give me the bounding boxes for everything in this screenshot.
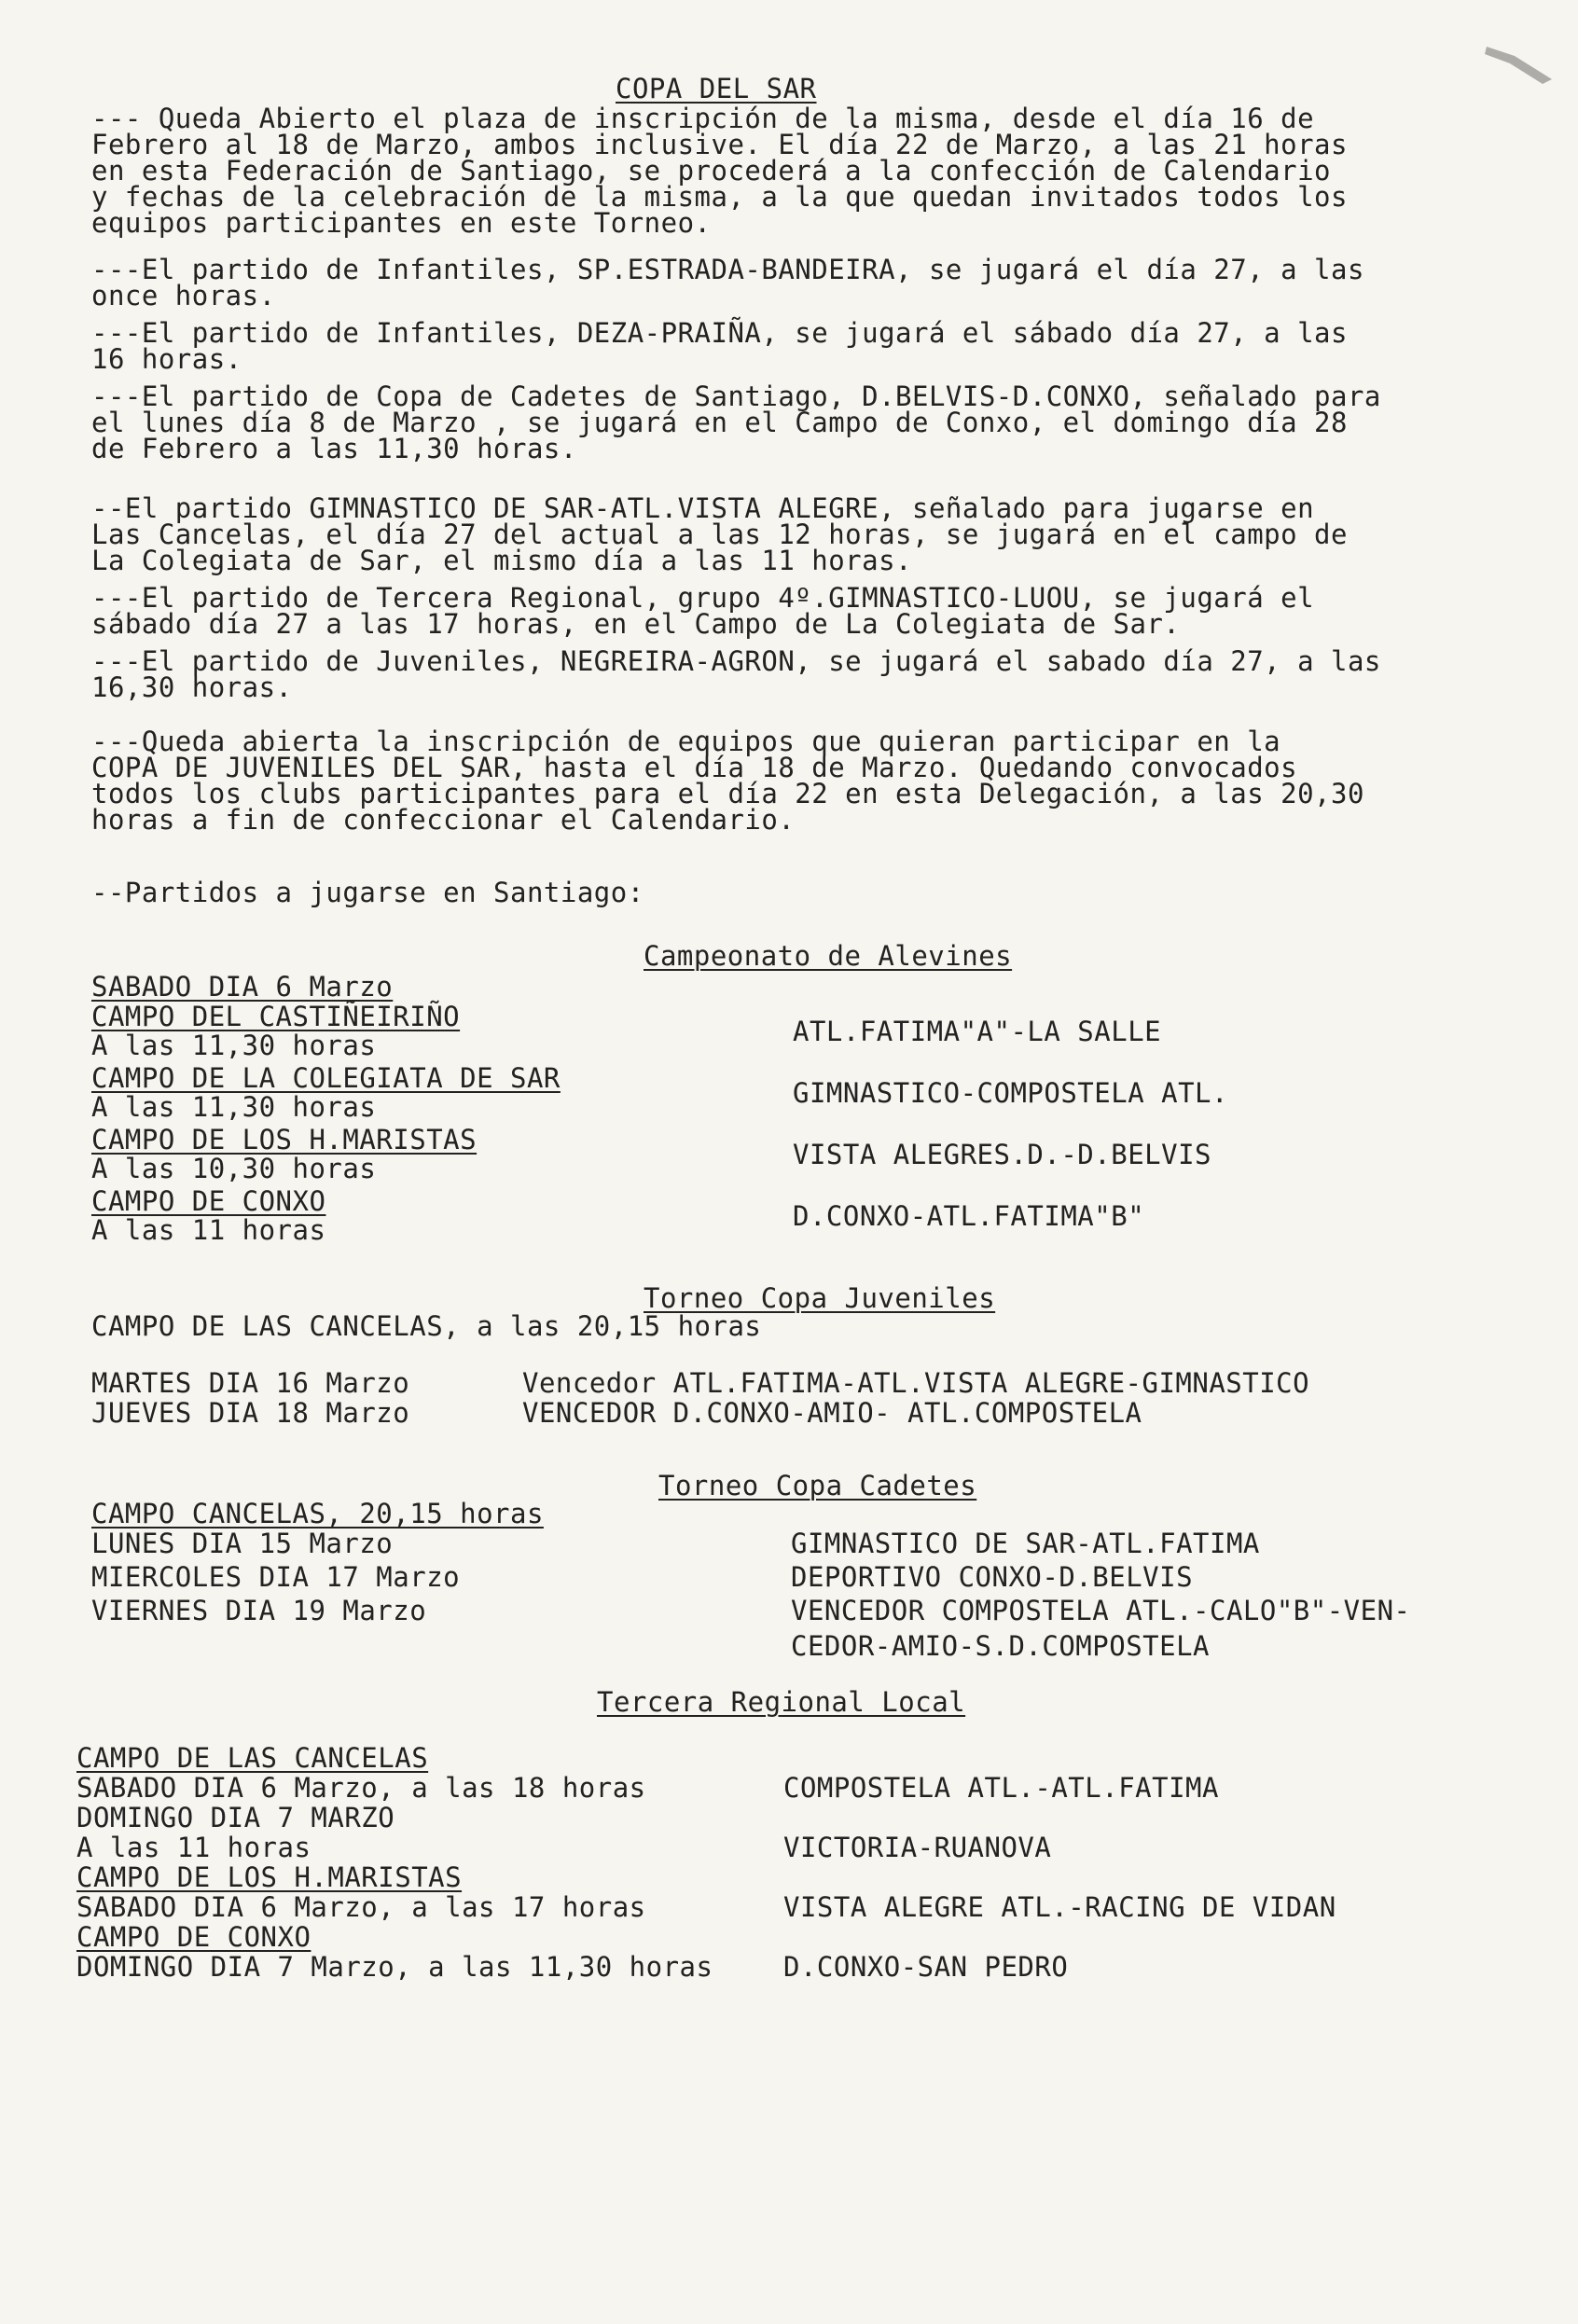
paragraph-line: horas a fin de confeccionar el Calendario. bbox=[91, 804, 796, 836]
paragraph-line: COPA DE JUVENILES DEL SAR, hasta el día 18 de Marzo. Quedando convocados bbox=[91, 752, 1298, 783]
paragraph-line: en esta Federación de Santiago, se procederá a la confección de Calendario bbox=[91, 155, 1332, 187]
alevines-venue: CAMPO DE CONXO bbox=[91, 1185, 326, 1217]
alevines-match: GIMNASTICO-COMPOSTELA ATL. bbox=[793, 1077, 1228, 1109]
cadetes-date: LUNES DIA 15 Marzo bbox=[91, 1528, 394, 1559]
tercera-line: CAMPO DE CONXO bbox=[76, 1921, 311, 1953]
paragraph-line: equipos participantes en este Torneo. bbox=[91, 207, 712, 239]
tercera-match: D.CONXO-SAN PEDRO bbox=[783, 1951, 1069, 1983]
paragraph-line: once horas. bbox=[91, 280, 276, 311]
partidos-heading: --Partidos a jugarse en Santiago: bbox=[91, 877, 644, 908]
document-title: COPA DEL SAR bbox=[616, 73, 817, 104]
alevines-date: SABADO DIA 6 Marzo bbox=[91, 971, 394, 1003]
alevines-venue: CAMPO DEL CASTIÑEIRIÑO bbox=[91, 1001, 461, 1032]
juveniles-heading: Torneo Copa Juveniles bbox=[644, 1282, 996, 1314]
alevines-match: ATL.FATIMA"A"-LA SALLE bbox=[793, 1016, 1162, 1047]
alevines-time: A las 10,30 horas bbox=[91, 1153, 377, 1184]
alevines-heading: Campeonato de Alevines bbox=[644, 940, 1013, 972]
tercera-line: SABADO DIA 6 Marzo, a las 18 horas bbox=[76, 1772, 646, 1804]
alevines-time: A las 11,30 horas bbox=[91, 1030, 377, 1061]
cadetes-continuation: CEDOR-AMIO-S.D.COMPOSTELA bbox=[791, 1630, 1210, 1662]
cadetes-match: VENCEDOR COMPOSTELA ATL.-CALO"B"-VEN- bbox=[791, 1595, 1411, 1626]
paragraph-line: sábado día 27 a las 17 horas, en el Campo de La Colegiata de Sar. bbox=[91, 608, 1181, 640]
cadetes-heading: Torneo Copa Cadetes bbox=[658, 1470, 977, 1501]
alevines-match: VISTA ALEGRES.D.-D.BELVIS bbox=[793, 1139, 1211, 1170]
paragraph-line: el lunes día 8 de Marzo , se jugará en el Campo de Conxo, el domingo día 28 bbox=[91, 407, 1348, 438]
tercera-match: COMPOSTELA ATL.-ATL.FATIMA bbox=[783, 1772, 1219, 1804]
alevines-time: A las 11,30 horas bbox=[91, 1091, 377, 1123]
paragraph-line: Febrero al 18 de Marzo, ambos inclusive. El día 22 de Marzo, a las 21 horas bbox=[91, 129, 1348, 160]
paragraph-line: --- Queda Abierto el plaza de inscripción de la misma, desde el día 16 de bbox=[91, 103, 1315, 134]
alevines-venue: CAMPO DE LOS H.MARISTAS bbox=[91, 1124, 478, 1155]
paragraph-line: ---El partido de Infantiles, SP.ESTRADA-BANDEIRA, se jugará el día 27, a las bbox=[91, 254, 1364, 285]
paragraph-line: todos los clubs participantes para el día 22 en esta Delegación, a las 20,30 bbox=[91, 778, 1364, 809]
tercera-line: DOMINGO DIA 7 MARZO bbox=[76, 1802, 395, 1833]
paragraph-line: La Colegiata de Sar, el mismo día a las 11 horas. bbox=[91, 545, 913, 576]
tercera-match: VICTORIA-RUANOVA bbox=[783, 1832, 1052, 1863]
tercera-line: CAMPO DE LOS H.MARISTAS bbox=[76, 1861, 463, 1893]
paragraph-line: ---El partido de Juveniles, NEGREIRA-AGRON, se jugará el sabado día 27, a las bbox=[91, 645, 1381, 677]
juveniles-match: VENCEDOR D.CONXO-AMIO- ATL.COMPOSTELA bbox=[522, 1397, 1142, 1429]
paragraph-line: 16,30 horas. bbox=[91, 671, 293, 703]
alevines-match: D.CONXO-ATL.FATIMA"B" bbox=[793, 1200, 1145, 1232]
paragraph-line: de Febrero a las 11,30 horas. bbox=[91, 433, 577, 464]
paragraph-line: y fechas de la celebración de la misma, a la que quedan invitados todos los bbox=[91, 181, 1348, 213]
cadetes-date: MIERCOLES DIA 17 Marzo bbox=[91, 1561, 461, 1593]
cadetes-match: GIMNASTICO DE SAR-ATL.FATIMA bbox=[791, 1528, 1260, 1559]
juveniles-date: MARTES DIA 16 Marzo bbox=[91, 1367, 410, 1399]
tercera-line: CAMPO DE LAS CANCELAS bbox=[76, 1742, 429, 1774]
paragraph-line: --El partido GIMNASTICO DE SAR-ATL.VISTA ALEGRE, señalado para jugarse en bbox=[91, 492, 1315, 524]
paragraph-line: 16 horas. bbox=[91, 343, 242, 375]
tercera-line: A las 11 horas bbox=[76, 1832, 311, 1863]
tercera-heading: Tercera Regional Local bbox=[597, 1686, 966, 1718]
paragraph-line: ---El partido de Copa de Cadetes de Santiago, D.BELVIS-D.CONXO, señalado para bbox=[91, 380, 1381, 412]
juveniles-venue: CAMPO DE LAS CANCELAS, a las 20,15 horas bbox=[91, 1310, 762, 1342]
juveniles-match: Vencedor ATL.FATIMA-ATL.VISTA ALEGRE-GIMNASTICO bbox=[522, 1367, 1310, 1399]
alevines-time: A las 11 horas bbox=[91, 1214, 326, 1246]
corner-smudge bbox=[1477, 28, 1561, 93]
paragraph-line: ---Queda abierta la inscripción de equipos que quieran participar en la bbox=[91, 726, 1281, 757]
paragraph-line: ---El partido de Infantiles, DEZA-PRAIÑA, se jugará el sábado día 27, a las bbox=[91, 317, 1348, 349]
tercera-match: VISTA ALEGRE ATL.-RACING DE VIDAN bbox=[783, 1891, 1336, 1923]
cadetes-match: DEPORTIVO CONXO-D.BELVIS bbox=[791, 1561, 1194, 1593]
paragraph-line: ---El partido de Tercera Regional, grupo 4º.GIMNASTICO-LUOU, se jugará el bbox=[91, 582, 1315, 614]
cadetes-venue: CAMPO CANCELAS, 20,15 horas bbox=[91, 1498, 544, 1529]
tercera-line: DOMINGO DIA 7 Marzo, a las 11,30 horas bbox=[76, 1951, 713, 1983]
cadetes-date: VIERNES DIA 19 Marzo bbox=[91, 1595, 427, 1626]
tercera-line: SABADO DIA 6 Marzo, a las 17 horas bbox=[76, 1891, 646, 1923]
alevines-venue: CAMPO DE LA COLEGIATA DE SAR bbox=[91, 1062, 561, 1094]
paragraph-line: Las Cancelas, el día 27 del actual a las 12 horas, se jugará en el campo de bbox=[91, 519, 1348, 550]
juveniles-date: JUEVES DIA 18 Marzo bbox=[91, 1397, 410, 1429]
